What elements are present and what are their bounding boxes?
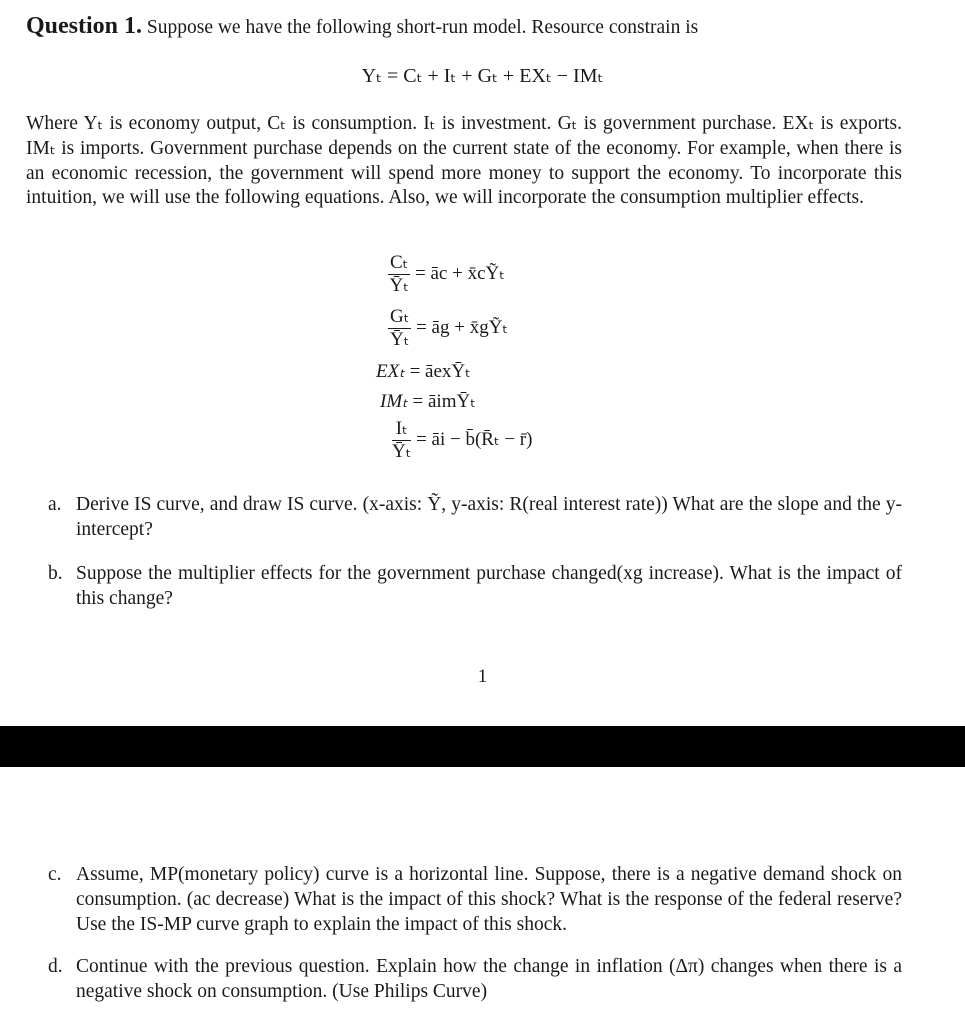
eq5-denominator: Ȳₜ — [392, 441, 412, 462]
part-a — [48, 493, 902, 543]
model-description: Where Yₜ is economy output, Cₜ is consumption. Iₜ is investment. Gₜ is government purchase. EXₜ is exports. IMₜ is imports. Government purchase depends on the current state of the economy. For example, when there is an economic recession, the government will spend more money to support the economy. To incorporate this intuition, we will use the following equations. Also, we will incorporate the consumption multiplier effects. — [26, 113, 902, 209]
part-a-label: a. — [48, 494, 62, 515]
imports-equation — [380, 390, 476, 413]
eq3-lhs: EXₜ — [376, 361, 405, 382]
eq4-rhs: = āimȲₜ — [412, 391, 476, 412]
eq5-rhs: = āi − b̄(R̄ₜ − r̄) — [416, 428, 533, 450]
investment-equation — [392, 418, 532, 463]
resource-constraint-equation: Yₜ = Cₜ + Iₜ + Gₜ + EXₜ − IMₜ — [361, 65, 604, 87]
eq4-lhs: IMₜ — [380, 391, 408, 412]
intro-text: Suppose we have the following short-run model. Resource constrain is — [146, 17, 699, 38]
part-d-text: Continue with the previous question. Explain how the change in inflation (Δπ) changes when there is a negative shock on consumption. (Use Philips Curve) — [76, 956, 902, 1002]
question-heading: Question 1. — [26, 13, 143, 39]
part-a-text: Derive IS curve, and draw IS curve. (x-axis: Ỹ, y-axis: R(real interest rate)) What are the slope and the y-intercept? — [76, 494, 902, 540]
part-c — [48, 863, 902, 937]
part-b — [48, 562, 902, 612]
question-intro — [26, 14, 902, 41]
part-c-label: c. — [48, 864, 62, 885]
eq3-rhs: = āexȲₜ — [409, 361, 471, 382]
eq1-rhs: = āc + x̄cỸₜ — [415, 262, 505, 284]
eq5-numerator: Iₜ — [392, 418, 411, 441]
part-b-label: b. — [48, 563, 63, 584]
page-separator-bar — [0, 726, 965, 767]
eq1-numerator: Cₜ — [390, 252, 409, 273]
government-equation — [388, 306, 508, 351]
part-c-text: Assume, MP(monetary policy) curve is a horizontal line. Suppose, there is a negative demand shock on consumption. (ac decrease) What is the impact of this shock? What is the response of the federal reserve? Use the IS-MP curve graph to explain the impact of this shock. — [76, 864, 902, 935]
exports-equation — [376, 360, 471, 383]
part-d-label: d. — [48, 956, 63, 977]
eq1-denominator: Ȳₜ — [389, 275, 409, 296]
consumption-equation — [388, 252, 505, 297]
eq2-rhs: = āg + x̄gỸₜ — [416, 316, 509, 338]
part-b-text: Suppose the multiplier effects for the government purchase changed(xg increase). What is the impact of this change? — [76, 563, 902, 609]
eq2-denominator: Ȳₜ — [390, 329, 410, 350]
part-d — [48, 955, 902, 1005]
eq2-numerator: Gₜ — [390, 306, 410, 327]
page-number: 1 — [477, 666, 488, 687]
